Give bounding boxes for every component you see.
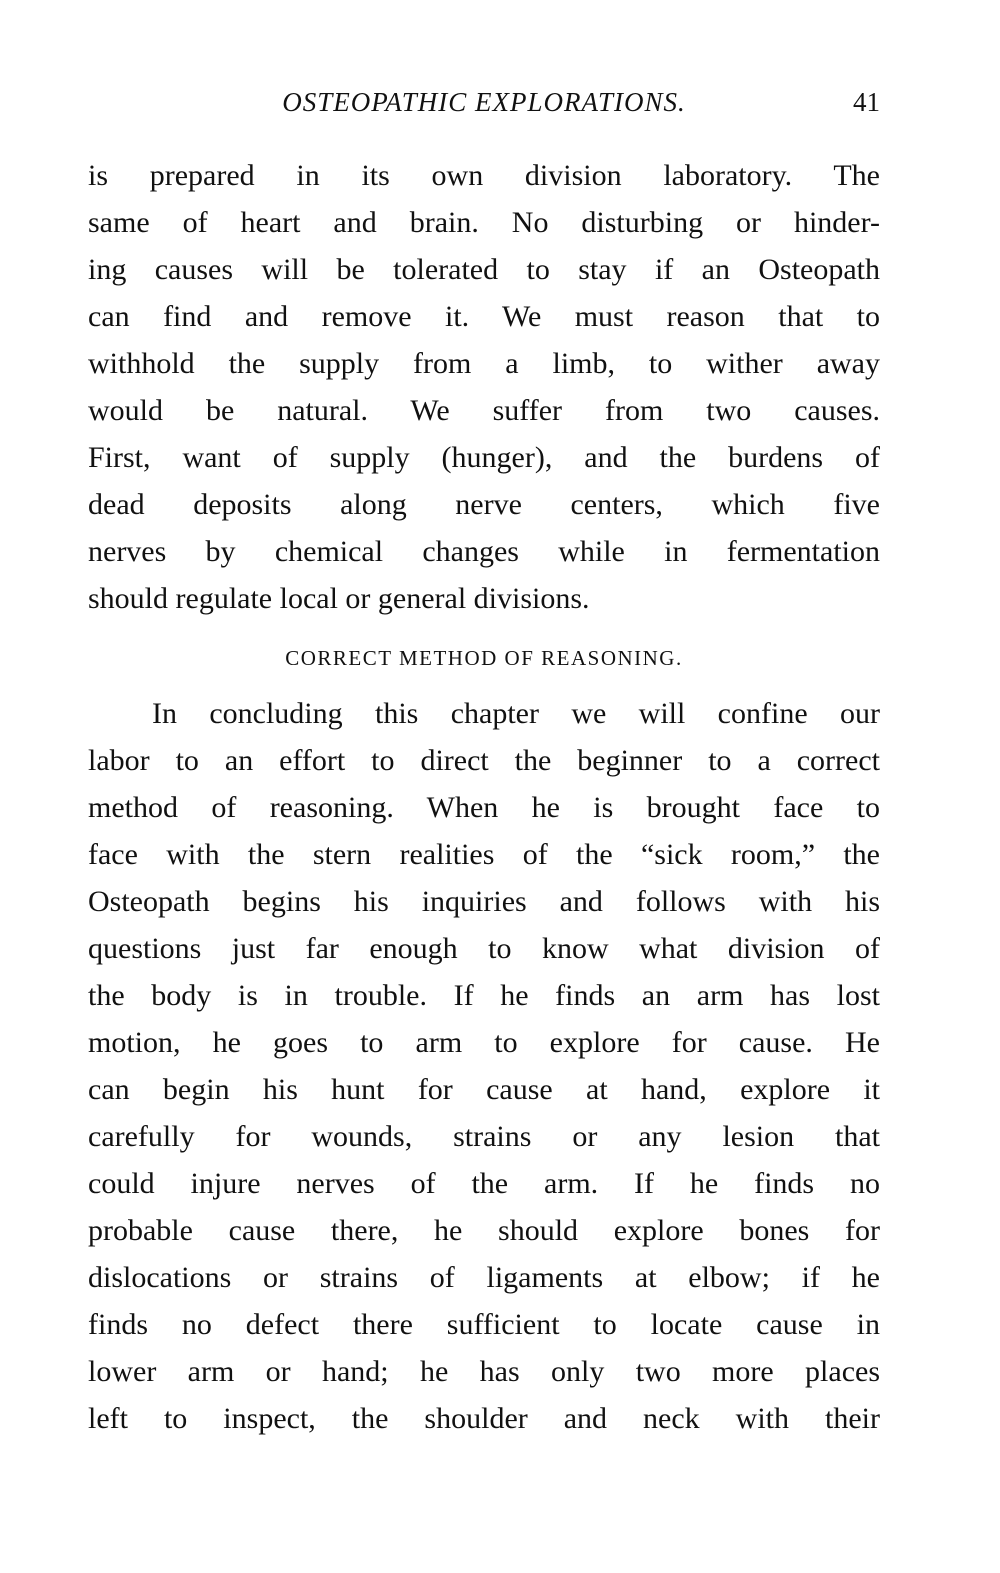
text-line: dislocations or strains of ligaments at elbow; if he: [88, 1261, 880, 1294]
text-line: method of reasoning. When he is brought face to: [88, 791, 880, 824]
section-heading: CORRECT METHOD OF REASONING.: [285, 646, 683, 670]
text-line: the body is in trouble. If he finds an arm has lost: [88, 979, 880, 1012]
text-line: questions just far enough to know what division of: [88, 932, 880, 965]
text-line: labor to an effort to direct the beginner to a correct: [88, 744, 880, 777]
text-line: Osteopath begins his inquiries and follows with his: [88, 885, 880, 918]
text-line: face with the stern realities of the “sick room,” the: [88, 838, 880, 871]
text-line: can find and remove it. We must reason that to: [88, 300, 880, 333]
text-line: left to inspect, the shoulder and neck with their: [88, 1402, 880, 1435]
text-line: nerves by chemical changes while in fermentation: [88, 535, 880, 568]
text-line: lower arm or hand; he has only two more places: [88, 1355, 880, 1388]
text-line: could injure nerves of the arm. If he finds no: [88, 1167, 880, 1200]
text-line: First, want of supply (hunger), and the burdens of: [88, 441, 880, 474]
text-line: motion, he goes to arm to explore for cause. He: [88, 1026, 880, 1059]
text-line: dead deposits along nerve centers, which five: [88, 488, 880, 521]
text-line: ing causes will be tolerated to stay if an Osteopath: [88, 253, 880, 286]
running-head: [88, 83, 880, 123]
text-line: In concluding this chapter we will confine our: [152, 697, 880, 730]
text-line: should regulate local or general divisions.: [88, 582, 590, 615]
running-title: OSTEOPATHIC EXPLORATIONS.: [282, 87, 686, 117]
text-line: carefully for wounds, strains or any lesion that: [88, 1120, 880, 1153]
paragraph-2: [88, 690, 880, 1442]
page-number: 41: [853, 87, 880, 117]
text-line: withhold the supply from a limb, to wither away: [88, 347, 880, 380]
text-line: finds no defect there sufficient to locate cause in: [88, 1308, 880, 1341]
paragraph-1: [88, 152, 880, 622]
text-line: can begin his hunt for cause at hand, explore it: [88, 1073, 880, 1106]
text-line: probable cause there, he should explore bones for: [88, 1214, 880, 1247]
text-line: would be natural. We suffer from two causes.: [88, 394, 880, 427]
text-line: same of heart and brain. No disturbing or hinder-: [88, 206, 880, 239]
text-line: is prepared in its own division laboratory. The: [88, 159, 880, 192]
